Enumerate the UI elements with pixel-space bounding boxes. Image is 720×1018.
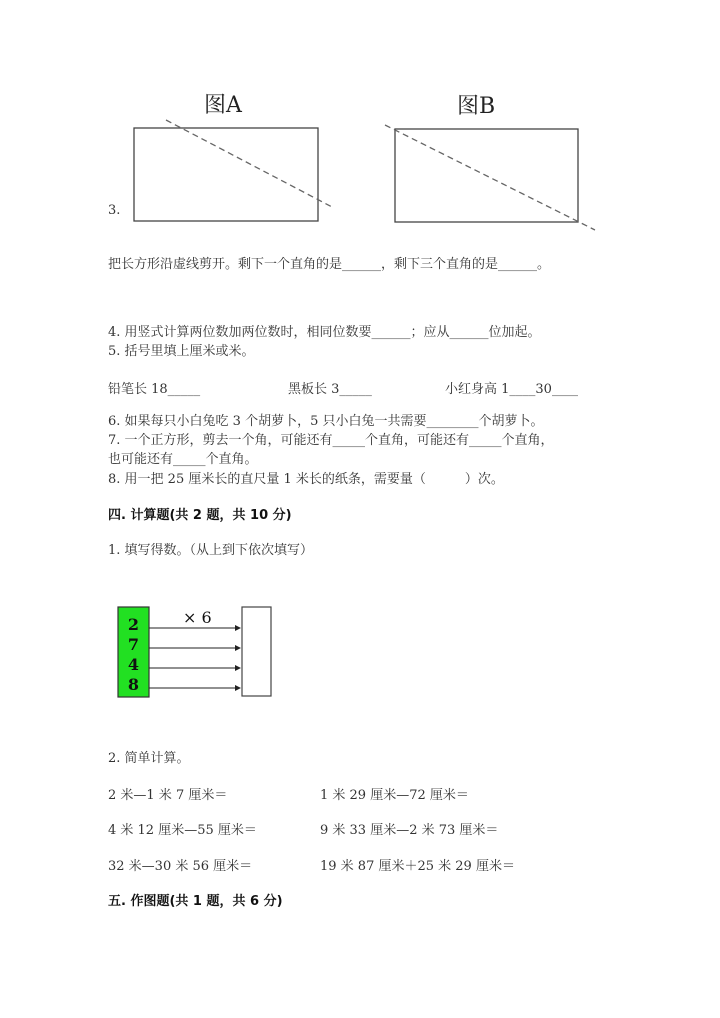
q4-text: 4. 用竖式计算两位数加两位数时，相同位数要______；应从______位加起。: [108, 325, 541, 340]
number-item: 8: [127, 675, 140, 694]
calc-item: 4 米 12 厘米—55 厘米＝: [108, 823, 257, 838]
calc-item: 9 米 33 厘米—2 米 73 厘米＝: [320, 823, 499, 838]
s4-q1-text: 1. 填写得数。（从上到下依次填写）: [108, 543, 314, 558]
answer-box: [242, 607, 271, 696]
q7-line1: 7. 一个正方形，剪去一个角，可能还有_____个直角，可能还有_____个直角，: [108, 433, 554, 448]
calc-item: 19 米 87 厘米＋25 米 29 厘米＝: [320, 859, 515, 874]
multiply-operator: × 6: [183, 608, 212, 627]
q6-text: 6. 如果每只小白兔吃 3 个胡萝卜，5 只小白兔一共需要________个胡萝卜。: [108, 414, 544, 429]
q5-item-pencil: 铅笔长 18_____: [108, 382, 201, 397]
number-item: 2: [127, 615, 140, 634]
calc-item: 32 米—30 米 56 厘米＝: [108, 859, 253, 874]
section4-heading: 四. 计算题(共 2 题，共 10 分): [108, 508, 292, 523]
q5-text: 5. 括号里填上厘米或米。: [108, 344, 255, 359]
calc-item: 1 米 29 厘米—72 厘米＝: [320, 788, 469, 803]
figure-b-label: 图B: [457, 94, 496, 119]
number-item: 4: [127, 655, 140, 674]
q8-text: 8. 用一把 25 厘米长的直尺量 1 米长的纸条，需要量（ ）次。: [108, 472, 504, 487]
q5-item-blackboard: 黑板长 3_____: [288, 382, 372, 397]
number-item: 7: [127, 635, 140, 654]
s4-q2-text: 2. 简单计算。: [108, 751, 190, 766]
q3-number: 3.: [108, 203, 121, 218]
q3-text: 把长方形沿虚线剪开。剩下一个直角的是______，剩下三个直角的是______。: [108, 257, 551, 272]
section5-heading: 五. 作图题(共 1 题，共 6 分): [108, 894, 283, 909]
figure-a-label: 图A: [204, 93, 242, 118]
q5-item-height: 小红身高 1____30____: [445, 382, 578, 397]
q7-line2: 也可能还有_____个直角。: [108, 452, 258, 467]
calc-item: 2 米—1 米 7 厘米＝: [108, 788, 228, 803]
